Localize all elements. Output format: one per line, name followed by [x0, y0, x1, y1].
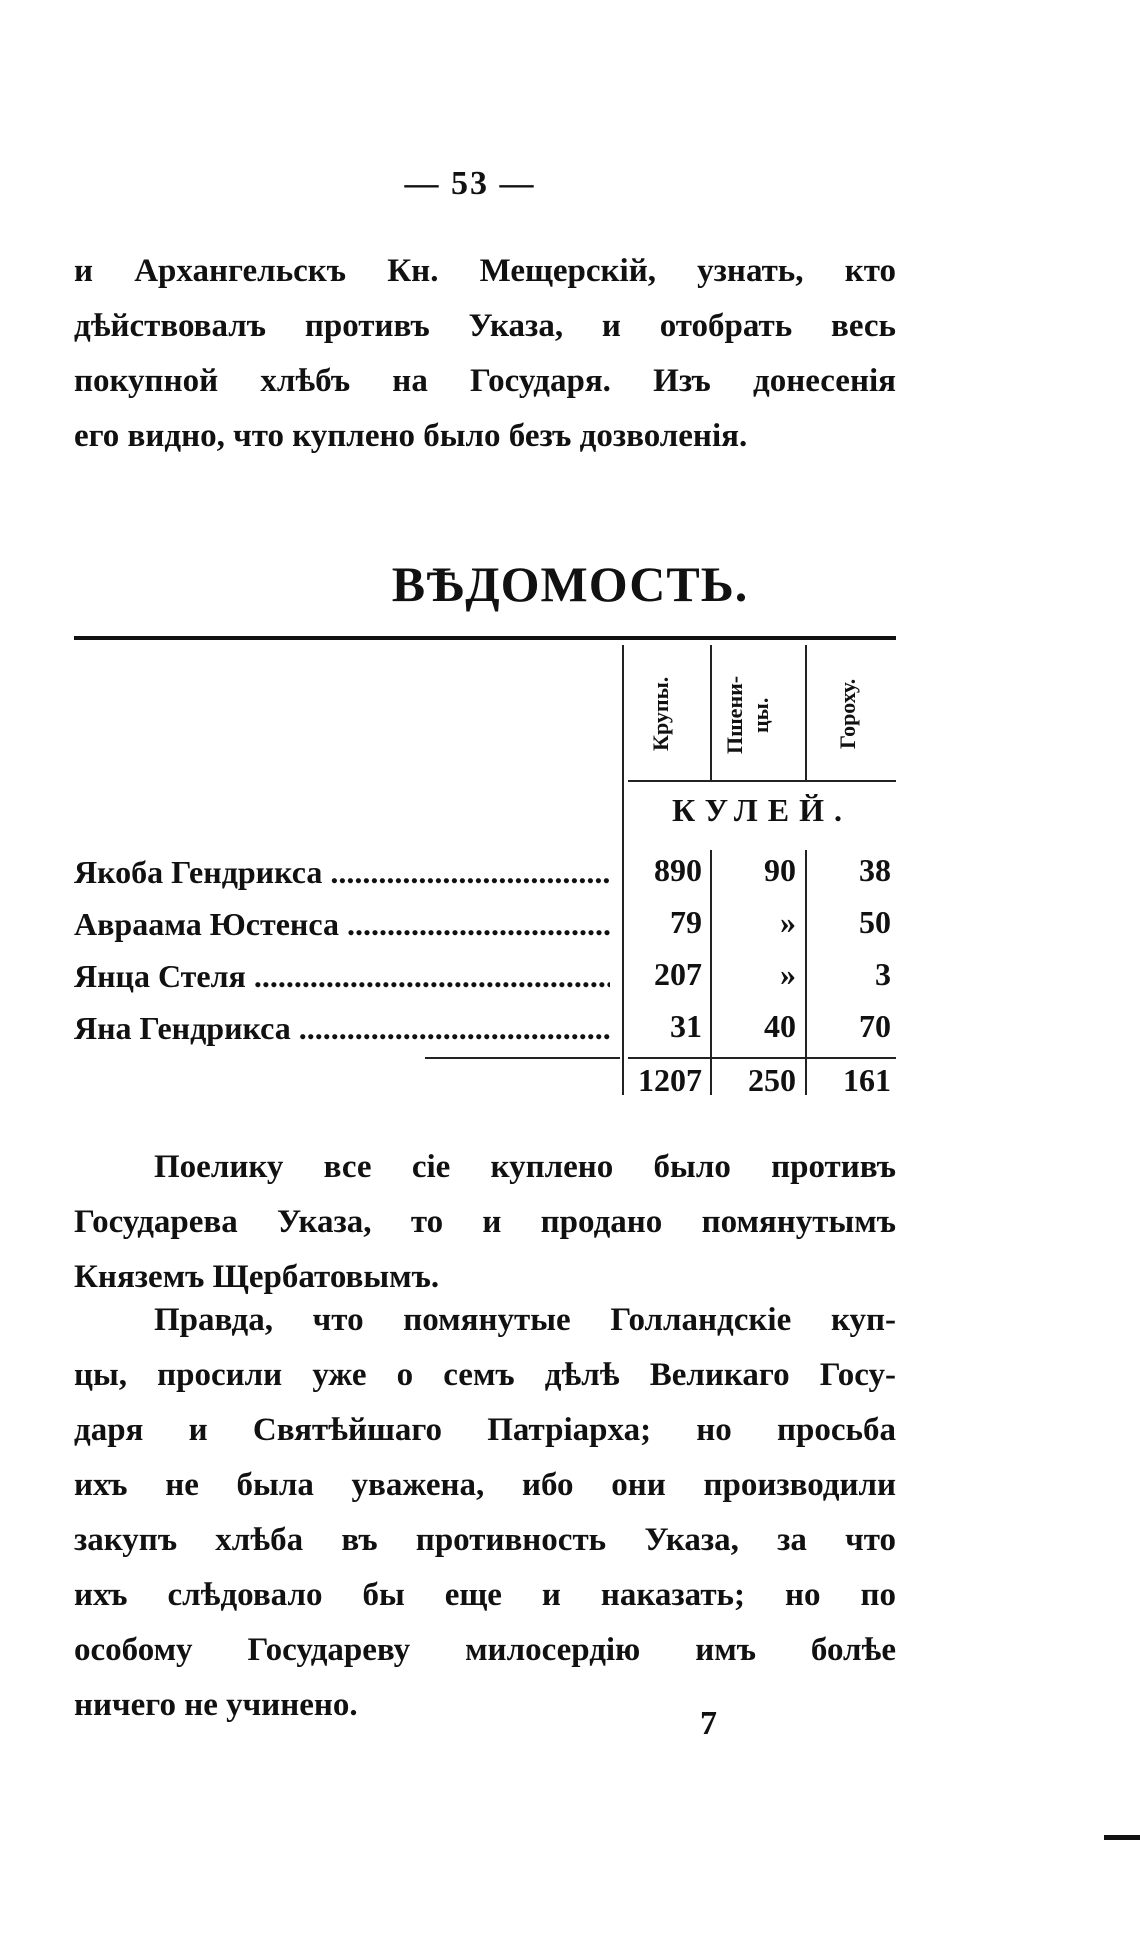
text-line: даря и Святѣйшаго Патріарха; но просьба	[74, 1412, 896, 1448]
text-line: цы, просили уже о семъ дѣлѣ Великаго Госу-	[74, 1357, 896, 1393]
text-line: Поелику все сіе куплено было противъ	[154, 1149, 896, 1185]
row-name: Янца Стеля .....	[74, 958, 610, 995]
text-line: его видно, что куплено было безъ дозволенія.	[74, 418, 748, 454]
table-cell: 40	[764, 1008, 796, 1044]
table-cell: 70	[859, 1008, 891, 1044]
column-divider	[710, 645, 712, 780]
total-rule	[425, 1057, 620, 1059]
column-header-gorokhu: Гороху.	[835, 678, 860, 750]
total-cell: 161	[843, 1062, 891, 1098]
table-cell: 3	[875, 956, 891, 992]
paragraph-2	[74, 1140, 896, 1305]
text-line: покупной хлѣбъ на Государя. Изъ донесенія	[74, 363, 896, 399]
column-header-krupy: Крупы.	[648, 676, 673, 752]
header-rule	[628, 780, 896, 782]
text-line: дѣйствовалъ противъ Указа, и отобрать весь	[74, 308, 896, 344]
table-cell: »	[780, 904, 796, 940]
text-line: ихъ слѣдовало бы еще и наказать; но по	[74, 1577, 896, 1613]
total-cell: 1207	[638, 1062, 702, 1098]
intro-paragraph	[74, 244, 896, 464]
row-name: Якоба Гендрикса .....	[74, 854, 610, 891]
page-number: — 53 —	[404, 165, 536, 202]
column-header-pshenitsy: Пшени-цы.	[722, 675, 773, 755]
total-cell: 250	[748, 1062, 796, 1098]
table-title: ВѢДОМОСТЬ.	[391, 556, 749, 612]
text-line: закупъ хлѣба въ противность Указа, за что	[74, 1522, 896, 1558]
table-cell: 31	[670, 1008, 702, 1044]
text-line: и Архангельскъ Кн. Мещерскій, узнать, кто	[74, 253, 896, 289]
margin-mark	[1104, 1835, 1140, 1840]
text-line: Княземъ Щербатовымъ.	[74, 1259, 440, 1295]
table-top-rule	[74, 636, 896, 640]
unit-label: КУЛЕЙ.	[672, 792, 852, 828]
column-divider	[622, 645, 624, 1095]
table-cell: 90	[764, 852, 796, 888]
text-line: Правда, что помянутые Голландскіе куп-	[154, 1302, 896, 1338]
row-name: Авраама Юстенса .....	[74, 906, 610, 943]
text-line: особому Государеву милосердію имъ болѣе	[74, 1632, 896, 1668]
table-cell: 38	[859, 852, 891, 888]
text-line: Государева Указа, то и продано помянутымъ	[74, 1204, 896, 1240]
table-cell: 79	[670, 904, 702, 940]
row-name: Яна Гендрикса .....	[74, 1010, 610, 1047]
column-divider	[805, 645, 807, 780]
table-cell: 890	[654, 852, 702, 888]
table-cell: 207	[654, 956, 702, 992]
text-line: ихъ не была уважена, ибо они производили	[74, 1467, 896, 1503]
paragraph-3	[74, 1293, 896, 1733]
signature-mark: 7	[700, 1705, 717, 1742]
total-rule	[628, 1057, 896, 1059]
table-cell: 50	[859, 904, 891, 940]
table-cell: »	[780, 956, 796, 992]
text-line: ничего не учинено.	[74, 1687, 358, 1723]
